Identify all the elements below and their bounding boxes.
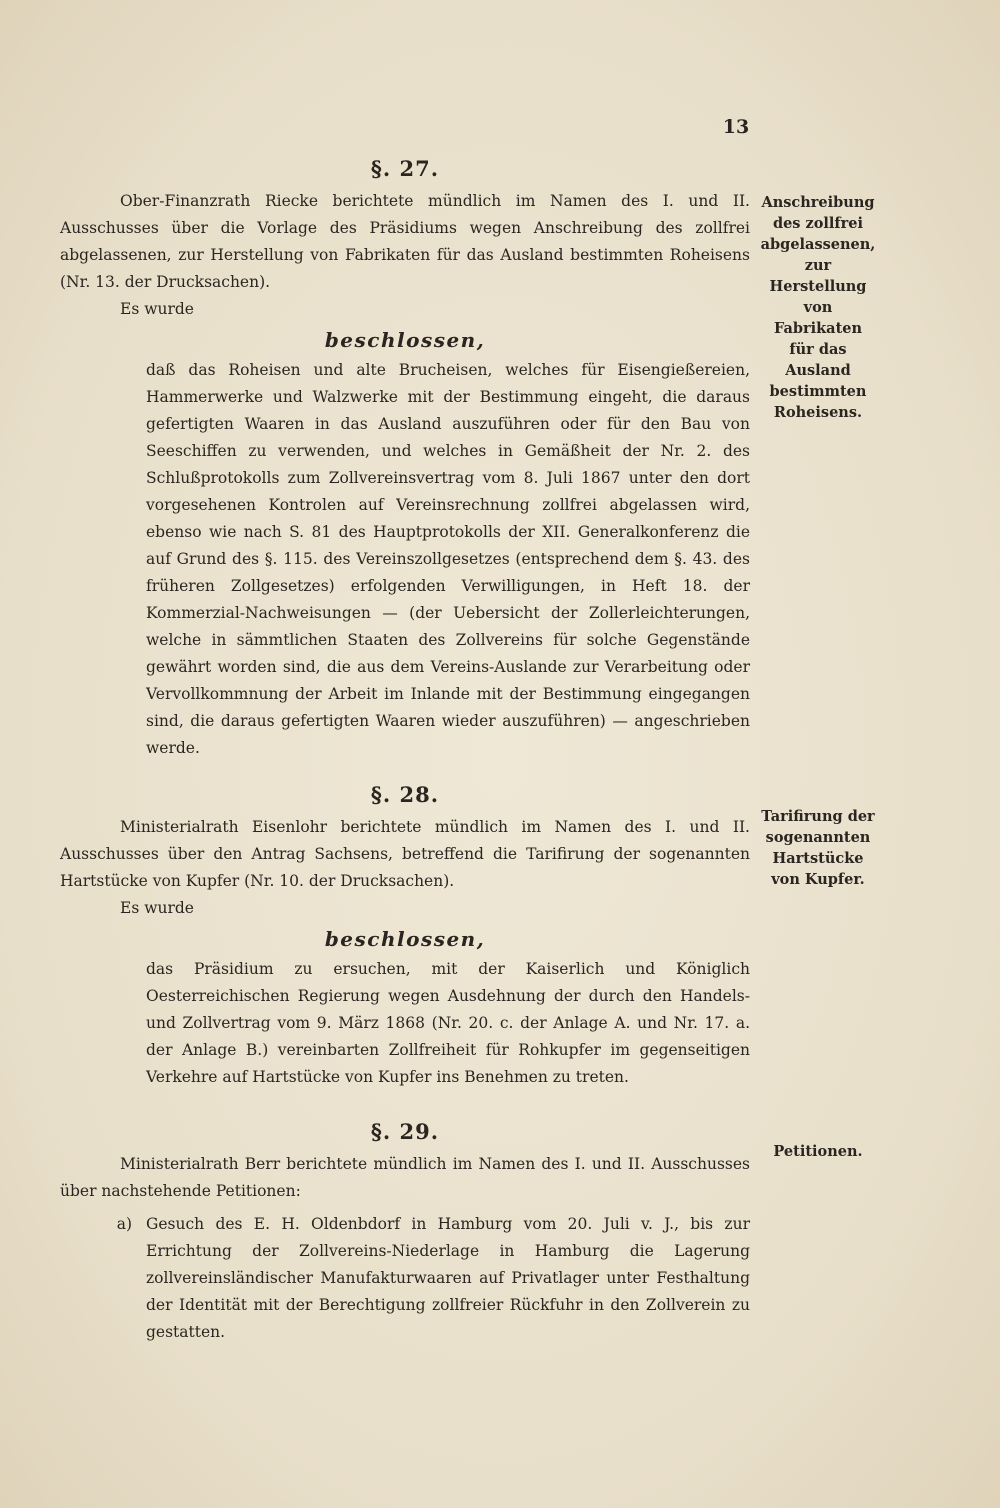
section-intro: Ministerialrath Eisenlohr berichtete mündlich im Namen des I. und II. Ausschusses über den Antrag Sachsens, betreffend die Tarifirung der sogenannten Hartstücke von Kupfer (Nr. 10. der Drucksachen). [60, 818, 750, 890]
section-28 [60, 776, 750, 1091]
section-heading: §. 29. [370, 1119, 440, 1144]
main-text-column [60, 150, 750, 1346]
list-item [60, 1211, 750, 1346]
decision-body: daß das Roheisen und alte Brucheisen, welches für Eisengießereien, Hammerwerke und Walzwerke mit der Bestimmung eingeht, die daraus gefertigten Waaren in das Ausland auszuführen oder für den Bau von Seeschiffen zu verwenden, und welches in Gemäßheit der Nr. 2. des Schlußprotokolls zum Zollvereinsvertrag vom 8. Juli 1867 unter den dort vorgesehenen Kontrolen auf Vereinsrechnung zollfrei abgelassen wird, ebenso wie nach S. 81 des Hauptprotokolls der XII. Generalkonferenz die auf Grund des §. 115. des Vereinszollgesetzes (entsprechend dem §. 43. des früheren Zollgesetzes) erfolgenden Verwilligungen, in Heft 18. der Kommerzial-Nachweisungen — (der Uebersicht der Zollerleichterungen, welche in sämmtlichen Staaten des Zollvereins für solche Gegenstände gewährt worden sind, die aus dem Vereins-Auslande zur Verarbeitung oder Vervollkommnung der Arbeit im Inlande mit der Bestimmung eingegangen sind, die daraus gefertigten Waaren wieder auszuführen) — angeschrieben werde. [146, 361, 750, 757]
section-29 [60, 1113, 750, 1346]
section-intro: Ministerialrath Berr berichtete mündlich im Namen des I. und II. Ausschusses über nachstehende Petitionen: [60, 1155, 750, 1200]
page-number: 13 [722, 116, 750, 138]
list-item-text: Gesuch des E. H. Oldenbdorf in Hamburg vom 20. Juli v. J., bis zur Errichtung der Zollvereins-Niederlage in Hamburg die Lagerung zollvereinsländischer Manufakturwaaren auf Privatlager unter Festhaltung der Identität mit der Berechtigung zollfreier Rückfuhr in den Zollverein zu gestatten. [146, 1215, 750, 1341]
section-heading: §. 27. [370, 156, 440, 181]
es-wurde-line: Es wurde [120, 300, 194, 318]
es-wurde-line: Es wurde [120, 899, 194, 917]
list-marker: a) [116, 1215, 132, 1233]
sidenote-section-27: Anschreibung des zollfrei abgelassenen, zur Herstellung von Fabrikaten für das Ausland bestimmten Roheisens. [760, 194, 876, 421]
sidenote-section-28: Tarifirung der sogenannten Hartstücke von Kupfer. [761, 808, 875, 888]
sidenote-section-29: Petitionen. [773, 1143, 863, 1160]
section-spacer [60, 762, 750, 776]
decision-word: beschlossen, [324, 328, 486, 352]
decision-body: das Präsidium zu ersuchen, mit der Kaiserlich und Königlich Oesterreichischen Regierung wegen Ausdehnung der durch den Handels- und Zollvertrag vom 9. März 1868 (Nr. 20. c. der Anlage A. und Nr. 17. a. der Anlage B.) vereinbarten Zollfreiheit für Rohkupfer im gegenseitigen Verkehre auf Hartstücke von Kupfer ins Benehmen zu treten. [146, 960, 750, 1086]
section-intro: Ober-Finanzrath Riecke berichtete mündlich im Namen des I. und II. Ausschusses über die Vorlage des Präsidiums wegen Anschreibung des zollfrei abgelassenen, zur Herstellung von Fabrikaten für das Ausland bestimmten Roheisens (Nr. 13. der Drucksachen). [60, 192, 750, 291]
section-heading: §. 28. [370, 782, 440, 807]
section-27 [60, 150, 750, 762]
decision-word: beschlossen, [324, 927, 486, 951]
section-spacer [60, 1091, 750, 1113]
